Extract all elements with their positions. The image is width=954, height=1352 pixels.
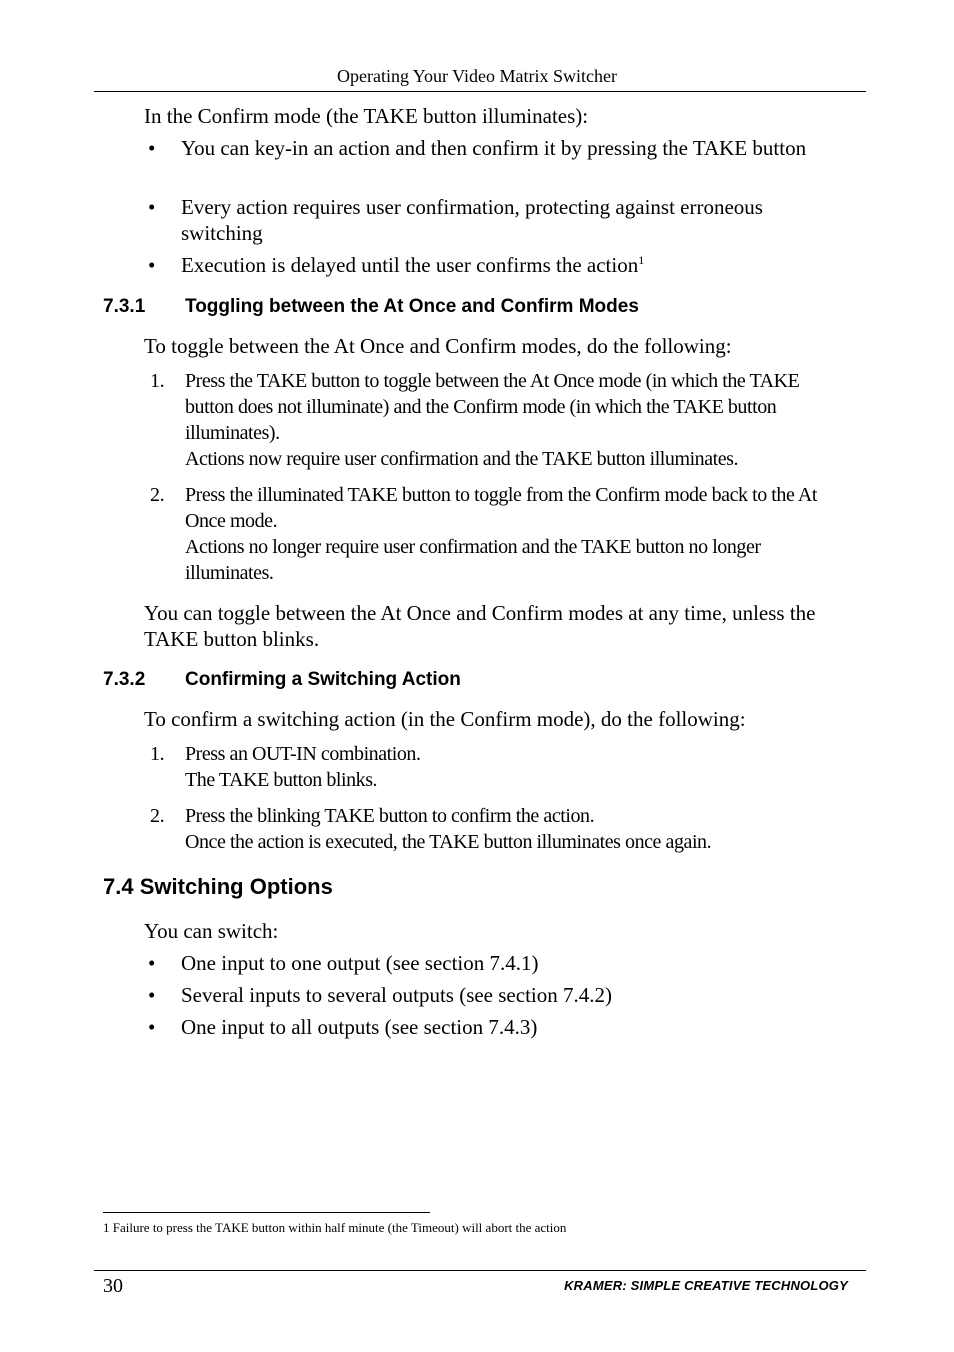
step-number: 1. <box>150 743 165 765</box>
header-rule <box>94 91 866 92</box>
step-number: 1. <box>150 370 165 392</box>
section-731-step-2 <box>185 482 845 586</box>
switch-option-1: One input to one output (see section 7.4.1) <box>181 951 539 975</box>
confirm-bullet-3-text: Execution is delayed until the user confirms the action <box>181 253 639 277</box>
bullet-marker: • <box>148 951 156 975</box>
switch-option-3: One input to all outputs (see section 7.4.3) <box>181 1015 538 1039</box>
switch-option-2: Several inputs to several outputs (see section 7.4.2) <box>181 983 612 1007</box>
section-74-number: 7.4 <box>103 874 134 899</box>
confirm-bullet-2: Every action requires user confirmation, protecting against erroneous switching <box>181 195 763 245</box>
confirm-intro: In the Confirm mode (the TAKE button illuminates): <box>144 104 589 128</box>
section-732-intro: To confirm a switching action (in the Confirm mode), do the following: <box>144 707 746 731</box>
section-731-note: You can toggle between the At Once and Confirm modes at any time, unless the TAKE button blinks. <box>144 601 816 651</box>
confirm-bullet-1: You can key-in an action and then confirm it by pressing the TAKE button <box>181 136 807 160</box>
bullet-marker: • <box>148 195 156 219</box>
step-result: The TAKE button blinks. <box>185 769 378 791</box>
section-74-intro: You can switch: <box>144 919 279 943</box>
running-header: Operating Your Video Matrix Switcher <box>336 66 618 86</box>
section-74-title: Switching Options <box>139 874 333 899</box>
section-731-step-1 <box>185 368 845 472</box>
bullet-marker: • <box>148 983 156 1007</box>
footnote-rule <box>103 1212 430 1213</box>
section-732-number: 7.3.2 <box>103 669 146 690</box>
section-731-intro: To toggle between the At Once and Confirm modes, do the following: <box>144 334 732 358</box>
step-instruction: Press the TAKE button to toggle between the At Once mode (in which the TAKE button does not illuminate) and the Confirm mode (in which the TAKE button illuminates). <box>185 370 800 444</box>
step-instruction: Press the illuminated TAKE button to toggle from the Confirm mode back to the At Once mode. <box>185 484 817 532</box>
section-732-step-1 <box>185 741 845 793</box>
bullet-marker: • <box>148 253 156 277</box>
section-74-heading <box>103 874 333 900</box>
footer-rule <box>94 1270 866 1271</box>
step-number: 2. <box>150 484 165 506</box>
footnote-reference: 1 <box>638 253 645 267</box>
section-732-step-2 <box>185 803 845 855</box>
section-731-number: 7.3.1 <box>103 296 146 317</box>
footer-brand: KRAMER: SIMPLE CREATIVE TECHNOLOGY <box>564 1278 848 1293</box>
confirm-bullet-3 <box>181 252 831 278</box>
step-number: 2. <box>150 805 165 827</box>
bullet-marker: • <box>148 1015 156 1039</box>
step-instruction: Press the blinking TAKE button to confirm the action. <box>185 805 595 827</box>
step-instruction: Press an OUT-IN combination. <box>185 743 421 765</box>
footnote: 1 Failure to press the TAKE button within half minute (the Timeout) will abort the action <box>103 1220 567 1235</box>
step-result: Actions no longer require user confirmation and the TAKE button no longer illuminates. <box>185 536 761 584</box>
step-result: Once the action is executed, the TAKE button illuminates once again. <box>185 831 712 853</box>
page-number: 30 <box>103 1275 123 1297</box>
section-731-title: Toggling between the At Once and Confirm Modes <box>185 296 639 317</box>
bullet-marker: • <box>148 136 156 160</box>
section-732-title: Confirming a Switching Action <box>185 669 461 690</box>
step-result: Actions now require user confirmation and the TAKE button illuminates. <box>185 448 739 470</box>
